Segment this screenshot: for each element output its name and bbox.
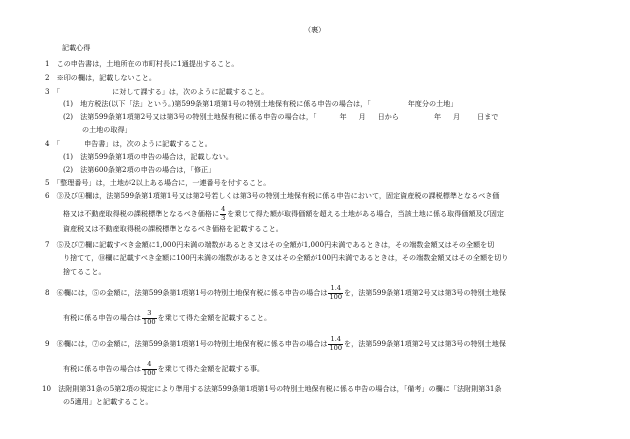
note-3 <box>45 87 268 96</box>
note-3-2-year1: 年 <box>339 112 347 121</box>
fraction-denominator: 100 <box>329 343 343 352</box>
note-8-text-a: 8 ⑥欄には，⑤の金額に，法第599条第1項第1号の特別土地保有税に係る申告の場合は <box>45 288 328 297</box>
note-5: 5 「整理番号」は，土地が2以上ある場合に，一連番号を付すること。 <box>45 178 271 187</box>
fraction-numerator: 1.4 <box>328 336 343 345</box>
note-3-2 <box>63 112 498 121</box>
note-6-line-2 <box>63 206 504 222</box>
note-8-text-d: を乗じて得た金額を記載すること。 <box>157 313 272 322</box>
fraction-1-4-100 <box>328 336 343 352</box>
note-3-2-year2: 年 <box>433 112 442 121</box>
note-4-prefix: 4 「 <box>45 139 61 148</box>
note-9-text-d: を乗じて得た金額を記載する事。 <box>157 364 265 373</box>
fraction-4-3 <box>220 206 226 222</box>
section-title: 記載心得 <box>62 43 91 52</box>
note-6-line-3: 資産税又は不動産取得税の課税標準となるべき価格を記載すること。 <box>63 224 283 233</box>
note-8-line-2 <box>63 310 271 326</box>
note-9-line-1 <box>45 336 506 352</box>
note-8-line-1 <box>45 285 506 301</box>
fraction-3-100 <box>142 310 157 326</box>
note-3-2-day2: 日まで <box>477 112 499 121</box>
fraction-4-100 <box>142 361 157 377</box>
note-6-text-a: 格又は不動産取得税の課税標準となるべき価格に <box>63 209 220 218</box>
note-10-line-2: の5適用」と記載すること。 <box>63 397 153 406</box>
fraction-denominator: 100 <box>143 368 156 377</box>
note-3-2-text: (2) 法第599条第1項第2号又は第3号の特別土地保有税に係る申告の場合は，「 <box>63 112 317 121</box>
note-4-2: (2) 法第600条第2項の申告の場合は，「修正」 <box>63 165 216 174</box>
note-6-line-1: 6 ③及び④欄は，法第599条第1項第1号又は第2号若しくは第3号の特別土地保有税に係る申告において，固定資産税の課税標準となるべき価 <box>45 191 500 200</box>
note-6-text-b: を乗じて得た額が取得価額を超える土地がある場合，当該土地に係る取得価額及び固定 <box>227 209 504 218</box>
fraction-numerator: 4 <box>142 361 157 370</box>
note-3-1-text: (1) 地方税法(以下「法」という。)第599条第1項第1号の特別土地保有税に係る申告の場合は，「 <box>63 99 371 108</box>
page-side-marker: （裏） <box>304 25 326 34</box>
note-7-line-1: 7 ⑤及び⑦欄に記載すべき金額に1,000円未満の端数があるとき又はその全額が1,000円未満であるときは，その端数金額又はその全額を切 <box>45 240 495 249</box>
note-2: 2 ※印の欄は，記載しないこと。 <box>45 73 156 82</box>
note-3-2-month2: 月 <box>453 112 461 121</box>
note-3-prefix: 3 「 <box>45 87 61 96</box>
note-1: 1 この申告書は，土地所在の市町村長に1通提出すること。 <box>45 59 239 68</box>
fraction-numerator: 4 <box>221 205 226 213</box>
note-4-suffix: 申告書」は，次のように記載すること。 <box>84 139 212 148</box>
note-3-1-tail: 年度分の土地」 <box>407 99 458 108</box>
note-4-1: (1) 法第599条第1項の申告の場合は，記載しない。 <box>63 152 233 161</box>
note-3-suffix: に対して課する」は，次のように記載すること。 <box>112 87 269 96</box>
fraction-numerator: 3 <box>142 310 157 319</box>
note-9-line-2 <box>63 361 264 377</box>
fraction-denominator: 100 <box>143 317 156 326</box>
note-4 <box>45 139 212 148</box>
note-9-text-b: を，法第599条第1項第2号又は第3号の特別土地保 <box>344 339 506 348</box>
note-3-1 <box>63 99 457 108</box>
note-9-text-c: 有税に係る申告の場合は <box>63 364 142 373</box>
fraction-1-4-100 <box>328 285 343 301</box>
fraction-denominator: 100 <box>329 292 343 301</box>
note-3-2-month1: 月 <box>358 112 366 121</box>
note-8-text-b: を，法第599条第1項第2号又は第3号の特別土地保 <box>344 288 506 297</box>
note-10-line-1: 10 法附則第31条の5第2項の規定により準用する法第599条第1項第1号の特別土地保有税に係る申告の場合は，「備考」の欄に「法附則第31条 <box>42 384 502 393</box>
note-3-2-continuation: の土地の取得」 <box>82 125 132 134</box>
fraction-numerator: 1.4 <box>328 285 343 294</box>
note-8-text-c: 有税に係る申告の場合は <box>63 313 142 322</box>
note-7-line-2: り捨てて，⑩欄に記載すべき金額に100円未満の端数があるとき又はその全額が100円未満であるときは，その端数金額又はその全額を切り <box>63 253 509 262</box>
fraction-denominator: 3 <box>221 213 226 222</box>
note-7-line-3: 捨てること。 <box>63 267 106 276</box>
note-3-2-day1: 日から <box>377 112 399 121</box>
note-9-text-a: 9 ⑧欄には，⑦の金額に，法第599条第1項第1号の特別土地保有税に係る申告の場合は <box>45 339 328 348</box>
